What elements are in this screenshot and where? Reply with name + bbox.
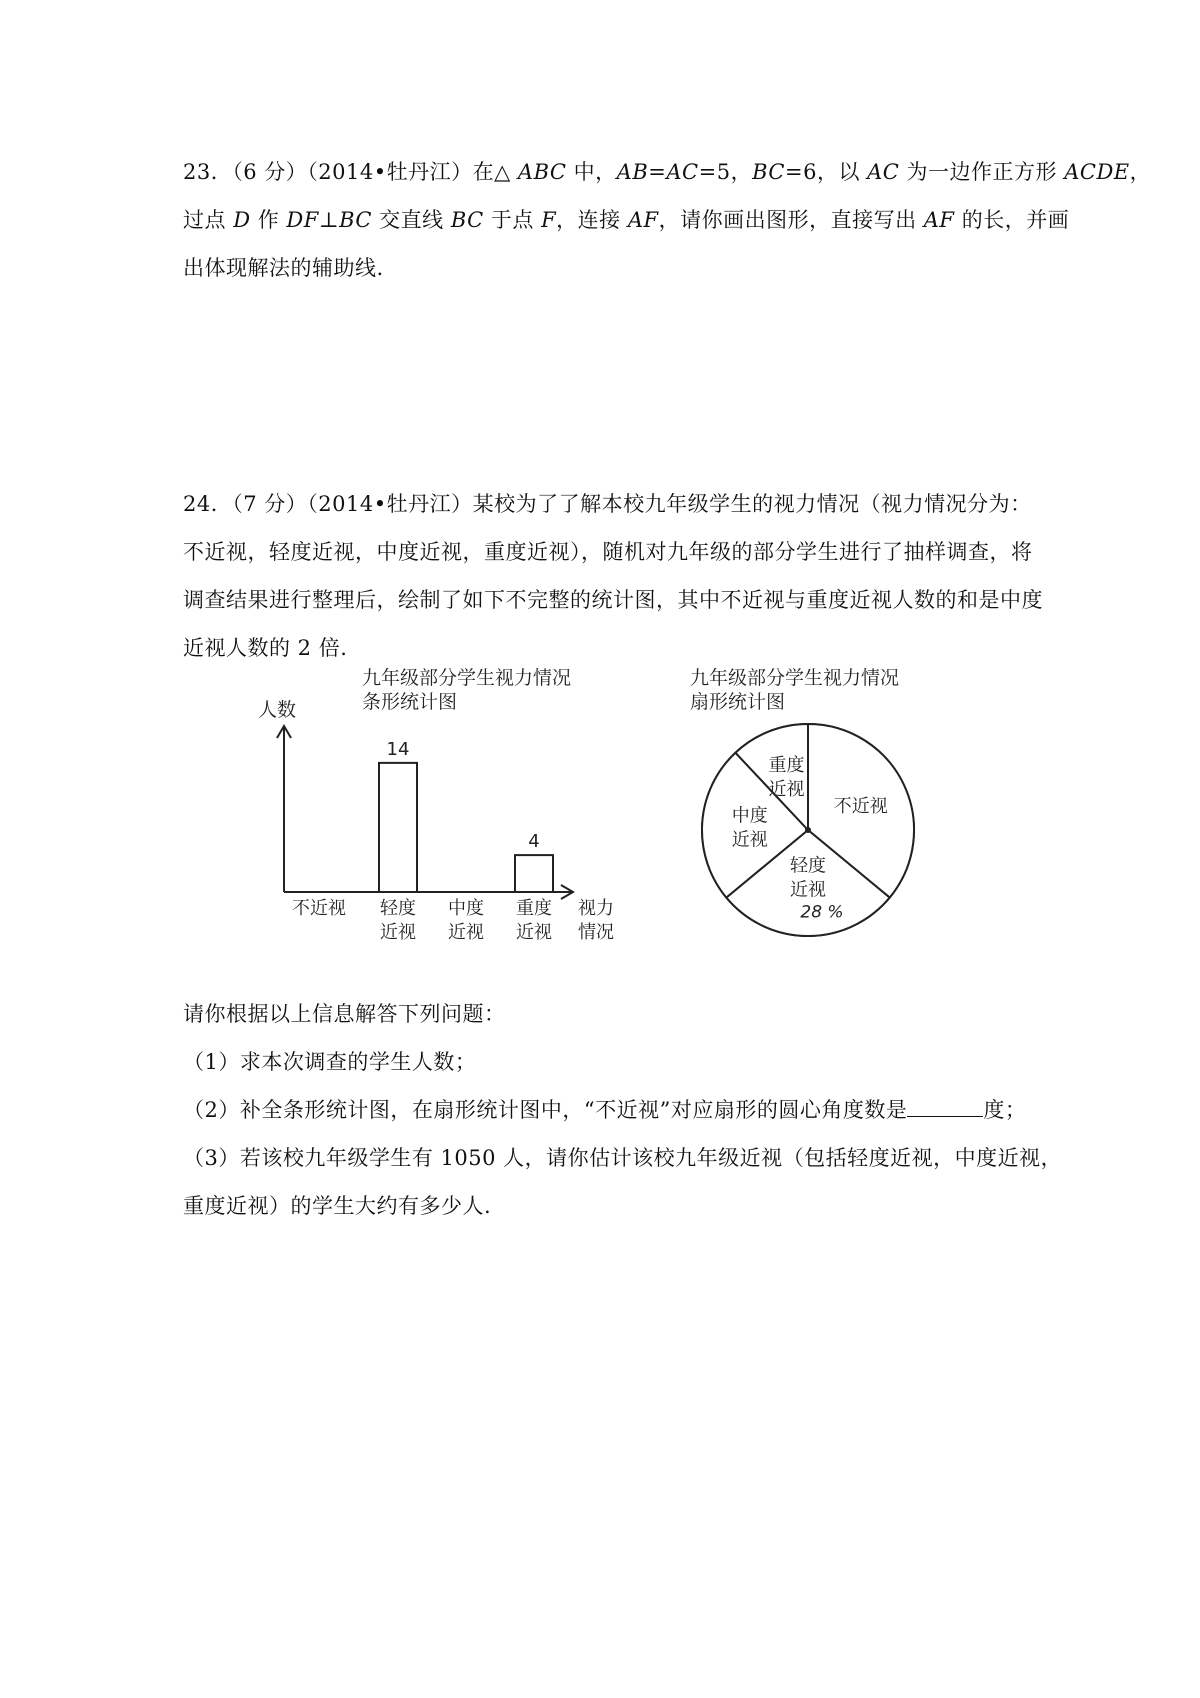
pie-slice-label-3-line-1: 中度 (731, 805, 768, 827)
math-variable: AC (666, 160, 699, 184)
math-variable: AF (923, 208, 955, 232)
bar-chart-title: 九年级部分学生视力情况 (362, 667, 572, 689)
subquestions-intro: 请你根据以上信息解答下列问题： (183, 1002, 506, 1026)
x-tick-label-4-line-1: 重度 (516, 898, 552, 919)
subquestion-3-line-2: 重度近视）的学生大约有多少人. (183, 1194, 492, 1218)
pie-slice-label-4-line-1: 重度 (768, 754, 805, 776)
x-tick-label-4-line-2: 近视 (516, 922, 552, 943)
x-tick-label-2-line-2: 近视 (380, 922, 416, 943)
math-variable: AC (867, 160, 900, 184)
subquestion-3-line-1: （3）若该校九年级学生有 1050 人，请你估计该校九年级近视（包括轻度近视，中度近视， (183, 1146, 1063, 1170)
math-variable: ABC (517, 160, 567, 184)
q23-line-2: 过点 D 作 DF⊥BC 交直线 BC 于点 F，连接 AF，请你画出图形，直接写出 AF 的长，并画 (183, 208, 1070, 232)
math-variable: BC (339, 208, 372, 232)
x-tick-label-3-line-1: 中度 (448, 898, 484, 919)
pie-marks (702, 724, 914, 936)
answer-blank[interactable] (907, 1098, 983, 1117)
pie-slice-label-1-line-1: 不近视 (833, 796, 888, 818)
q24-line-4: 近视人数的 2 倍. (183, 636, 348, 660)
math-variable: D (233, 208, 251, 232)
q24-line-2: 不近视，轻度近视，中度近视，重度近视），随机对九年级的部分学生进行了抽样调查，将 (183, 540, 1033, 564)
question-23 (183, 148, 1152, 292)
bar-value-label-4: 4 (528, 831, 540, 853)
math-variable: AF (627, 208, 659, 232)
subquestion-2-unit: 度； (983, 1098, 1027, 1122)
x-tick-label-2-line-1: 轻度 (380, 898, 416, 919)
q24-line-3: 调查结果进行整理后，绘制了如下不完整的统计图，其中不近视与重度近视人数的和是中度 (183, 588, 1043, 612)
pie-slice-percent-2: 28 % (800, 902, 844, 923)
x-tick-label-1-line-1: 不近视 (292, 898, 346, 919)
q23-line-1: 23．（6 分）（2014•牡丹江）在△ ABC 中，AB=AC=5，BC=6，以 AC 为一边作正方形 ACDE， (183, 160, 1152, 184)
bar-2 (379, 763, 417, 892)
pie-slice-label-2-line-1: 轻度 (790, 855, 826, 877)
subquestion-2-text: （2）补全条形统计图，在扇形统计图中，“不近视”对应扇形的圆心角度数是 (183, 1098, 908, 1122)
math-variable: BC (450, 208, 484, 232)
question-24 (183, 480, 1043, 672)
bar-4 (515, 855, 553, 892)
pie-slice-label-3-line-2: 近视 (731, 829, 768, 851)
pie-chart-title: 九年级部分学生视力情况 (690, 667, 900, 689)
bar-value-label-2: 14 (386, 738, 410, 760)
bar-chart-x-axis-label-line-1: 视力 (578, 898, 614, 919)
pie-chart-subtitle: 扇形统计图 (690, 691, 786, 713)
subquestion-2 (183, 1086, 1033, 1134)
math-variable: BC (752, 160, 785, 184)
q24-line-1: 24．（7 分）（2014•牡丹江）某校为了了解本校九年级学生的视力情况（视力情况分为： (183, 492, 1032, 516)
bar-chart-y-axis-label: 人数 (258, 699, 297, 721)
math-variable: F (541, 208, 557, 232)
bar-chart (250, 662, 640, 952)
x-tick-label-3-line-2: 近视 (448, 922, 484, 943)
bar-chart-x-axis-label-line-2: 情况 (578, 922, 614, 943)
pie-slice-label-4-line-2: 近视 (768, 778, 805, 800)
subquestion-1: （1）求本次调查的学生人数； (183, 1050, 477, 1074)
bar-marks (292, 739, 553, 943)
pie-chart (680, 662, 960, 942)
math-variable: DF (286, 208, 319, 232)
pie-center-dot (805, 827, 811, 833)
bar-chart-subtitle: 条形统计图 (362, 691, 458, 713)
math-variable: AB (616, 160, 649, 184)
question-24-subquestions (183, 990, 1063, 1230)
math-variable: ACDE (1064, 160, 1130, 184)
q23-line-3: 出体现解法的辅助线. (183, 256, 384, 280)
pie-slice-label-2-line-2: 近视 (790, 879, 826, 901)
